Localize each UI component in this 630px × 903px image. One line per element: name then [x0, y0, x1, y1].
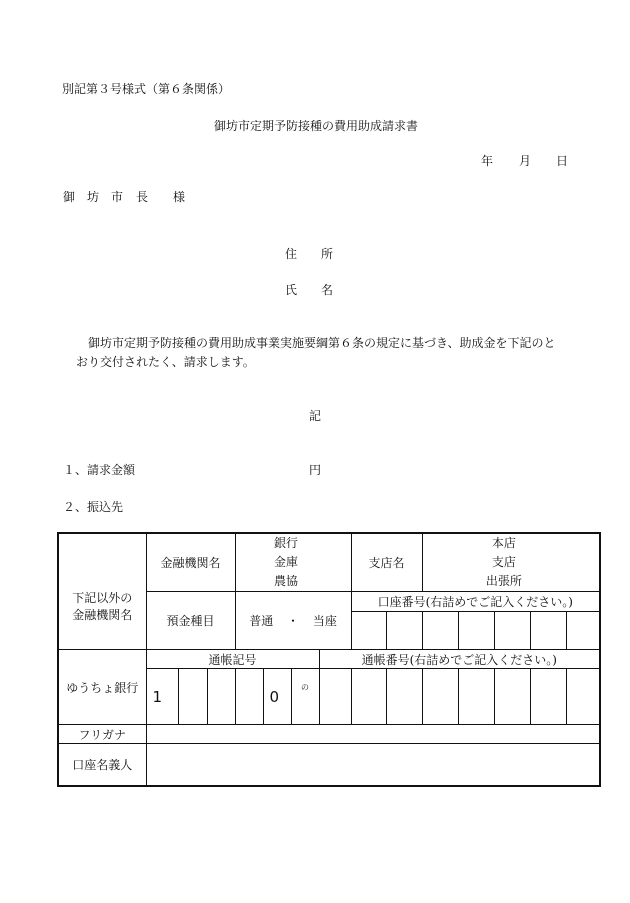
deposit-type-current[interactable]: 当座	[312, 614, 337, 628]
branch-suffix-branch: 支店	[491, 555, 516, 569]
passbook-number-header: 通帳番号(右詰めでご記入ください。)	[319, 650, 600, 669]
passbook-number-digit[interactable]	[386, 669, 422, 725]
passbook-number-digit[interactable]	[422, 669, 458, 725]
amount-unit: 円	[309, 463, 322, 477]
address-label-char: 所	[321, 247, 334, 261]
body-text-line-1: 御坊市定期予防接種の費用助成事業実施要綱第６条の規定に基づき、助成金を下記のと	[88, 336, 556, 350]
ki-heading: 記	[309, 409, 322, 423]
account-number-digit[interactable]	[386, 612, 422, 650]
furigana-field[interactable]	[146, 725, 600, 744]
passbook-number-digit[interactable]	[530, 669, 566, 725]
other-bank-label-line2: 金融機関名	[72, 607, 133, 622]
institution-name-field[interactable]	[235, 533, 351, 592]
other-bank-label	[58, 533, 146, 650]
date-month-label: 月	[519, 154, 532, 168]
deposit-type-separator: ・	[287, 614, 300, 628]
passbook-number-digit[interactable]	[494, 669, 530, 725]
transfer-destination-label: ２、振込先	[63, 500, 124, 514]
passbook-symbol-header: 通帳記号	[146, 650, 319, 669]
address-label-char: 住	[285, 247, 298, 261]
furigana-label: フリガナ	[58, 725, 146, 744]
account-number-digit[interactable]	[494, 612, 530, 650]
deposit-type-options	[235, 592, 351, 650]
account-number-digit[interactable]	[566, 612, 600, 650]
account-number-digit[interactable]	[351, 612, 386, 650]
deposit-type-ordinary[interactable]: 普通	[249, 614, 274, 628]
passbook-number-digit[interactable]	[458, 669, 494, 725]
account-number-digit[interactable]	[458, 612, 494, 650]
account-number-digit[interactable]	[422, 612, 458, 650]
passbook-number-digit[interactable]	[351, 669, 386, 725]
yucho-bank-label: ゆうちょ銀行	[58, 650, 146, 725]
other-bank-label-line1: 下記以外の	[72, 590, 133, 605]
bank-suffix-bank: 銀行	[274, 536, 299, 550]
account-holder-field[interactable]	[146, 744, 600, 786]
deposit-type-label: 預金種目	[146, 592, 235, 650]
passbook-symbol-digit[interactable]: 0	[263, 669, 291, 725]
request-amount-label: １、請求金額	[63, 463, 136, 477]
branch-name-label: 支店名	[351, 533, 422, 592]
branch-suffix-main: 本店	[491, 536, 516, 550]
addressee-char: 市	[111, 190, 124, 204]
passbook-symbol-digit[interactable]	[178, 669, 207, 725]
passbook-symbol-digit[interactable]: 1	[146, 669, 178, 725]
form-number: 別記第３号様式（第６条関係）	[62, 82, 231, 96]
body-text-line-2: おり交付されたく、請求します。	[76, 355, 255, 369]
institution-name-label: 金融機関名	[146, 533, 235, 592]
addressee-char: 長	[136, 190, 149, 204]
account-holder-label: 口座名義人	[58, 744, 146, 786]
name-label-char: 氏	[285, 283, 298, 297]
no-mark: の	[301, 682, 310, 692]
date-year-label: 年	[481, 154, 494, 168]
name-label-char: 名	[321, 283, 334, 297]
addressee-char: 坊	[87, 190, 100, 204]
addressee-char: 御	[63, 190, 76, 204]
date-day-label: 日	[556, 154, 569, 168]
branch-name-field[interactable]	[422, 533, 600, 592]
passbook-symbol-digit[interactable]	[235, 669, 263, 725]
addressee-char: 様	[173, 190, 186, 204]
passbook-number-digit[interactable]	[319, 669, 351, 725]
no-mark-cell[interactable]	[291, 669, 319, 725]
branch-suffix-office: 出張所	[485, 574, 522, 588]
account-number-digit[interactable]	[530, 612, 566, 650]
bank-suffix-nokyo: 農協	[274, 574, 299, 588]
passbook-symbol-digit[interactable]	[207, 669, 235, 725]
passbook-number-digit[interactable]	[566, 669, 600, 725]
document-title: 御坊市定期予防接種の費用助成請求書	[214, 119, 419, 133]
account-number-header: 口座番号(右詰めでご記入ください。)	[351, 592, 600, 612]
transfer-table	[57, 532, 601, 787]
bank-suffix-shinkin: 金庫	[274, 555, 299, 569]
